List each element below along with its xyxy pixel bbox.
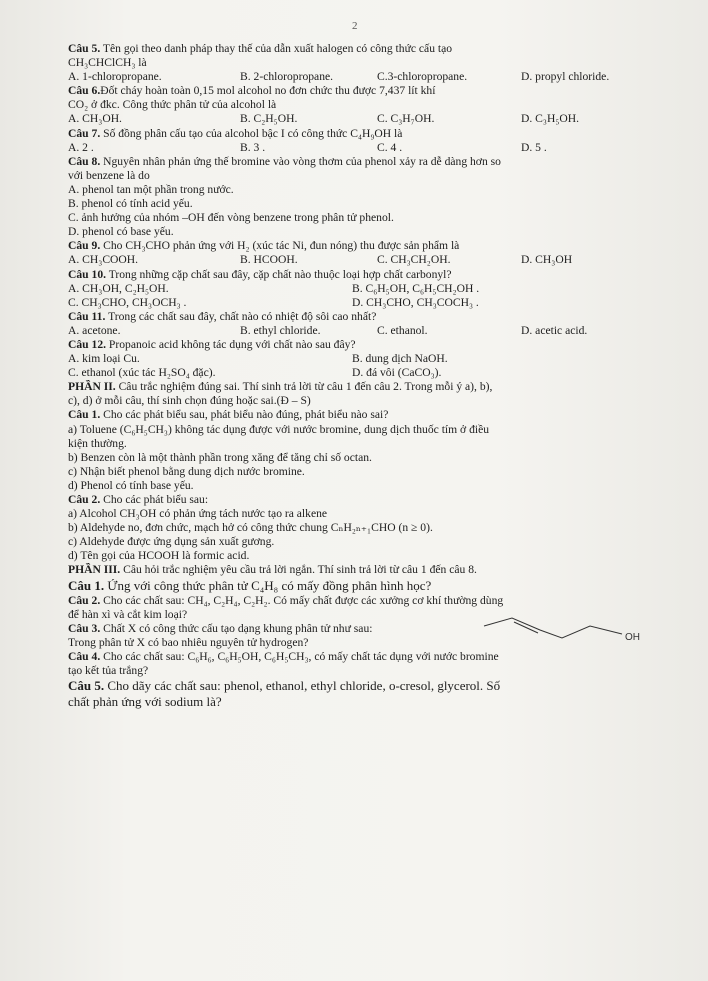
text-line (68, 352, 666, 366)
question-number: Câu 5. (68, 42, 101, 55)
text-line (68, 310, 666, 324)
question-text: Cho các phát biểu sau, phát biểu nào đúng, phát biểu nào sai? (100, 408, 389, 422)
text-line (68, 563, 666, 577)
text-line: a) Alcohol CH₃OH có phản ứng tách nước tạo ra alkene (68, 507, 328, 521)
question-text: Chất X có công thức cấu tạo dạng khung phân tử như sau: (100, 621, 373, 635)
question-text: Cho các phát biểu sau: (100, 493, 209, 506)
answer-option: A. kim loại Cu. (68, 352, 140, 366)
text-line (68, 338, 666, 352)
question-number: Câu 12. (68, 337, 107, 351)
question-text: Cho CH₃CHO phản ứng với H₂ (xúc tác Ni, đun nóng) thu được sản phẩm là (100, 239, 460, 253)
answer-option: A. 1-chloropropane. (68, 70, 162, 84)
answer-option: C. ethanol (xúc tác H₂SO₄ đặc). (68, 366, 216, 380)
question-text: Cho dãy các chất sau: phenol, ethanol, ethyl chloride, o-cresol, glycerol. Số (104, 678, 501, 694)
question-text: Ứng với công thức phân tử C₄H₈ có mấy đồng phân hình học? (104, 577, 432, 593)
question-number: Câu 2. (68, 593, 101, 607)
text-line: CO₂ ở đkc. Công thức phân tử của alcohol là (68, 98, 277, 112)
text-line: a) Toluene (C₆H₅CH₃) không tác dụng được với nước bromine, dung dịch thuốc tím ở điều (68, 422, 490, 436)
answer-option: C. C₃H₇OH. (377, 112, 435, 126)
text-line (68, 239, 666, 253)
text-line: với benzene là do (68, 168, 150, 182)
text-line (68, 127, 666, 141)
question-text: Propanoic acid không tác dụng với chất nào sau đây? (106, 337, 356, 351)
question-number: Câu 8. (68, 154, 101, 168)
answer-option: A. CH₃OH, C₂H₅OH. (68, 281, 169, 295)
text-line: d) Phenol có tính base yếu. (68, 478, 194, 492)
question-text: Nguyên nhân phản ứng thế bromine vào vòng thơm của phenol xảy ra dễ dàng hơn so (100, 154, 501, 168)
question-number: Câu 5. (68, 678, 105, 694)
text-line (68, 594, 666, 608)
question-number: Câu 11. (68, 309, 106, 323)
text-line: c) Aldehyde được ứng dụng sản xuất gương. (68, 535, 275, 549)
answer-option: B. 3 . (240, 140, 266, 154)
answer-option: B. C₆H₅OH, C₆H₅CH₂OH . (352, 281, 480, 295)
document-body (68, 42, 666, 710)
text-line (68, 112, 666, 126)
question-number: Câu 7. (68, 126, 101, 140)
question-number: Câu 4. (68, 649, 101, 663)
text-line: CH₃CHClCH₃ là (68, 56, 147, 70)
answer-option: D. acetic acid. (521, 323, 588, 337)
answer-option: C. 4 . (377, 140, 403, 154)
answer-option: D. 5 . (521, 140, 547, 154)
text-line (68, 366, 666, 380)
answer-option: B. C₂H₅OH. (240, 112, 298, 126)
question-text: Số đồng phân cấu tạo của alcohol bậc I có công thức C₄H₉OH là (100, 126, 403, 140)
text-line (68, 268, 666, 282)
answer-option: B. ethyl chloride. (240, 323, 321, 337)
text-line (68, 678, 666, 694)
text-line: Trong phân tử X có bao nhiêu nguyên tử hydrogen? (68, 635, 309, 649)
answer-option: D. propyl chloride. (521, 70, 610, 84)
text-line (68, 650, 666, 664)
text-line: B. phenol có tính acid yếu. (68, 197, 193, 211)
answer-option: D. C₃H₅OH. (521, 112, 580, 126)
answer-option: A. CH₃OH. (68, 112, 122, 126)
answer-option: D. đá vôi (CaCO₃). (352, 366, 442, 380)
answer-option: B. HCOOH. (240, 253, 298, 267)
answer-option: C. CH₃CHO, CH₃OCH₃ . (68, 295, 187, 309)
text-line (68, 84, 666, 98)
question-text: Đốt cháy hoàn toàn 0,15 mol alcohol no đơn chức thu được 7,437 lít khí (100, 84, 436, 98)
answer-option: C. ethanol. (377, 323, 428, 337)
question-number: Câu 1. (68, 577, 105, 593)
answer-option: D. CH₃CHO, CH₃COCH₃ . (352, 295, 479, 309)
text-line (68, 42, 666, 56)
question-number: Câu 2. (68, 493, 101, 506)
answer-option: A. acetone. (68, 323, 121, 337)
text-line: tạo kết tủa trắng? (68, 664, 149, 678)
hydroxyl-label: OH (625, 631, 640, 643)
text-line: C. ảnh hưởng của nhóm –OH đến vòng benzene trong phân tử phenol. (68, 211, 394, 225)
question-number: Câu 1. (68, 408, 101, 422)
text-line: D. phenol có base yếu. (68, 225, 174, 239)
text-line (68, 324, 666, 338)
text-line (68, 253, 666, 267)
answer-option: C. CH₃CH₂OH. (377, 253, 451, 267)
text-line (68, 578, 666, 594)
text-line (68, 70, 666, 84)
text-line (68, 155, 666, 169)
answer-option: A. CH₃COOH. (68, 253, 139, 267)
skeletal-formula-diagram (482, 614, 652, 644)
question-number: Câu 3. (68, 621, 101, 635)
question-text: Câu hỏi trắc nghiệm yêu cầu trả lời ngắn. Thí sinh trả lời từ câu 1 đến câu 8. (120, 563, 477, 577)
text-line (68, 380, 666, 394)
question-text: Cho các chất sau: C₆H₆, C₆H₅OH, C₆H₅CH₃, có mấy chất tác dụng với nước bromine (100, 649, 499, 663)
question-text: Cho các chất sau: CH₄, C₂H₄, C₂H₂. Có mấy chất được các xưởng cơ khí thường dùng (100, 593, 504, 607)
question-text: Trong các chất sau đây, chất nào có nhiệt độ sôi cao nhất? (105, 309, 377, 323)
question-text: Tên gọi theo danh pháp thay thế của dẫn xuất halogen có công thức cấu tạo (100, 42, 453, 55)
answer-option: C.3-chloropropane. (377, 70, 468, 84)
text-line (68, 493, 666, 507)
question-number: PHẦN II. (68, 380, 116, 394)
question-number: Câu 10. (68, 267, 107, 281)
text-line: d) Tên gọi của HCOOH là formic acid. (68, 549, 250, 563)
text-line: c) Nhận biết phenol bằng dung dịch nước bromine. (68, 464, 305, 478)
text-line: chất phản ứng với sodium là? (68, 694, 222, 710)
text-line: để hàn xì và cắt kim loại? (68, 607, 188, 621)
page-number: 2 (352, 20, 358, 32)
question-text: Câu trắc nghiệm đúng sai. Thí sinh trả lời từ câu 1 đến câu 2. Trong mỗi ý a), b), (115, 380, 493, 394)
text-line: kiện thường. (68, 436, 127, 450)
text-line (68, 408, 666, 422)
question-number: Câu 6. (68, 84, 101, 98)
text-line (68, 282, 666, 296)
text-line: c), d) ở mỗi câu, thí sinh chọn đúng hoặc sai.(Đ – S) (68, 394, 311, 408)
text-line (68, 141, 666, 155)
text-line (68, 296, 666, 310)
answer-option: A. 2 . (68, 140, 94, 154)
answer-option: D. CH₃OH (521, 253, 573, 267)
answer-option: B. 2-chloropropane. (240, 70, 334, 84)
answer-option: B. dung dịch NaOH. (352, 352, 448, 366)
question-number: Câu 9. (68, 239, 101, 253)
question-text: Trong những cặp chất sau đây, cặp chất nào thuộc loại hợp chất carbonyl? (106, 267, 452, 281)
text-line: A. phenol tan một phần trong nước. (68, 182, 234, 196)
carbon-chain-bond (484, 618, 622, 638)
question-number: PHẦN III. (68, 563, 121, 577)
text-line: b) Aldehyde no, đơn chức, mạch hở có công thức chung CₙH₂ₙ₊₁CHO (n ≥ 0). (68, 521, 433, 535)
text-line: b) Benzen còn là một thành phần trong xăng để tăng chỉ số octan. (68, 450, 372, 464)
